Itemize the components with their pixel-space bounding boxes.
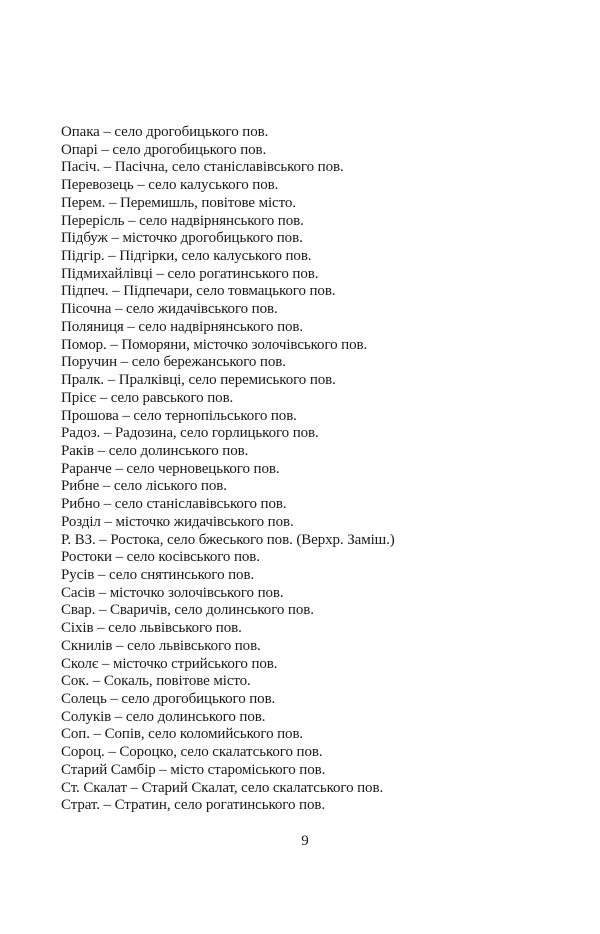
list-item: Ст. Скалат – Старий Скалат, село скалатського пов. (61, 779, 384, 796)
list-item: Ростоки – село косівського пов. (61, 549, 260, 566)
list-item: Соп. – Сопів, село коломийського пов. (61, 726, 304, 743)
list-item: Рибне – село ліського пов. (61, 478, 227, 495)
list-item: Пісочна – село жидачівського пов. (61, 301, 278, 318)
list-item: Розділ – місточко жидачівського пов. (61, 513, 294, 530)
list-item: Сороц. – Сороцко, село скалатського пов. (61, 744, 323, 761)
list-item: Пралк. – Пралківці, село перемиського пов. (61, 372, 336, 389)
list-item: Старий Самбір – місто староміського пов. (61, 761, 326, 778)
list-item: Перевозець – село калуського пов. (61, 177, 279, 194)
list-item: Русів – село снятинського пов. (61, 566, 255, 583)
list-item: Підпеч. – Підпечари, село товмацького пов. (61, 283, 336, 300)
list-item: Прошова – село тернопільського пов. (61, 407, 297, 424)
list-item: Страт. – Стратин, село рогатинського пов. (61, 797, 325, 814)
list-item: Опака – село дрогобицького пов. (61, 124, 269, 140)
list-item: Прісє – село равського пов. (61, 389, 234, 406)
list-item: Перерісль – село надвірнянського пов. (61, 212, 304, 229)
list-item: Опарі – село дрогобицького пов. (61, 141, 267, 158)
list-item: Свар. – Сваричів, село долинського пов. (61, 602, 314, 619)
list-item: Радоз. – Радозина, село горлицького пов. (61, 425, 319, 442)
list-item: Поляниця – село надвірнянського пов. (61, 318, 304, 335)
list-item: Підбуж – місточко дрогобицького пов. (61, 230, 303, 247)
list-item: Підмихайлівці – село рогатинського пов. (61, 265, 319, 282)
list-item: Сіхів – село львівського пов. (61, 620, 242, 637)
list-item: Перем. – Перемишль, повітове місто. (61, 194, 296, 211)
list-item: Сколє – місточко стрийського пов. (61, 655, 278, 672)
list-item: Сок. – Сокаль, повітове місто. (61, 673, 251, 690)
list-item: Сасів – місточко золочівського пов. (61, 584, 284, 601)
list-item: Скнилів – село львівського пов. (61, 637, 261, 654)
list-item: Помор. – Поморяни, місточко золочівського пов. (61, 336, 368, 353)
abbreviation-list (61, 124, 395, 815)
list-item: Пасіч. – Пасічна, село станіславівського пов. (61, 159, 344, 176)
list-item: Рибно – село станіславівського пов. (61, 496, 287, 513)
list-item: Р. ВЗ. – Ростока, село бжеського пов. (Верхр. Заміш.) (61, 531, 395, 548)
list-item: Поручин – село бережанського пов. (61, 354, 286, 371)
page-number: 9 (301, 833, 309, 849)
list-item: Раків – село долинського пов. (61, 442, 249, 459)
list-item: Раранче – село черновецького пов. (61, 460, 280, 477)
list-item: Солуків – село долинського пов. (61, 708, 266, 725)
list-item: Солець – село дрогобицького пов. (61, 691, 276, 707)
list-item: Підгір. – Підгірки, село калуського пов. (61, 248, 312, 265)
